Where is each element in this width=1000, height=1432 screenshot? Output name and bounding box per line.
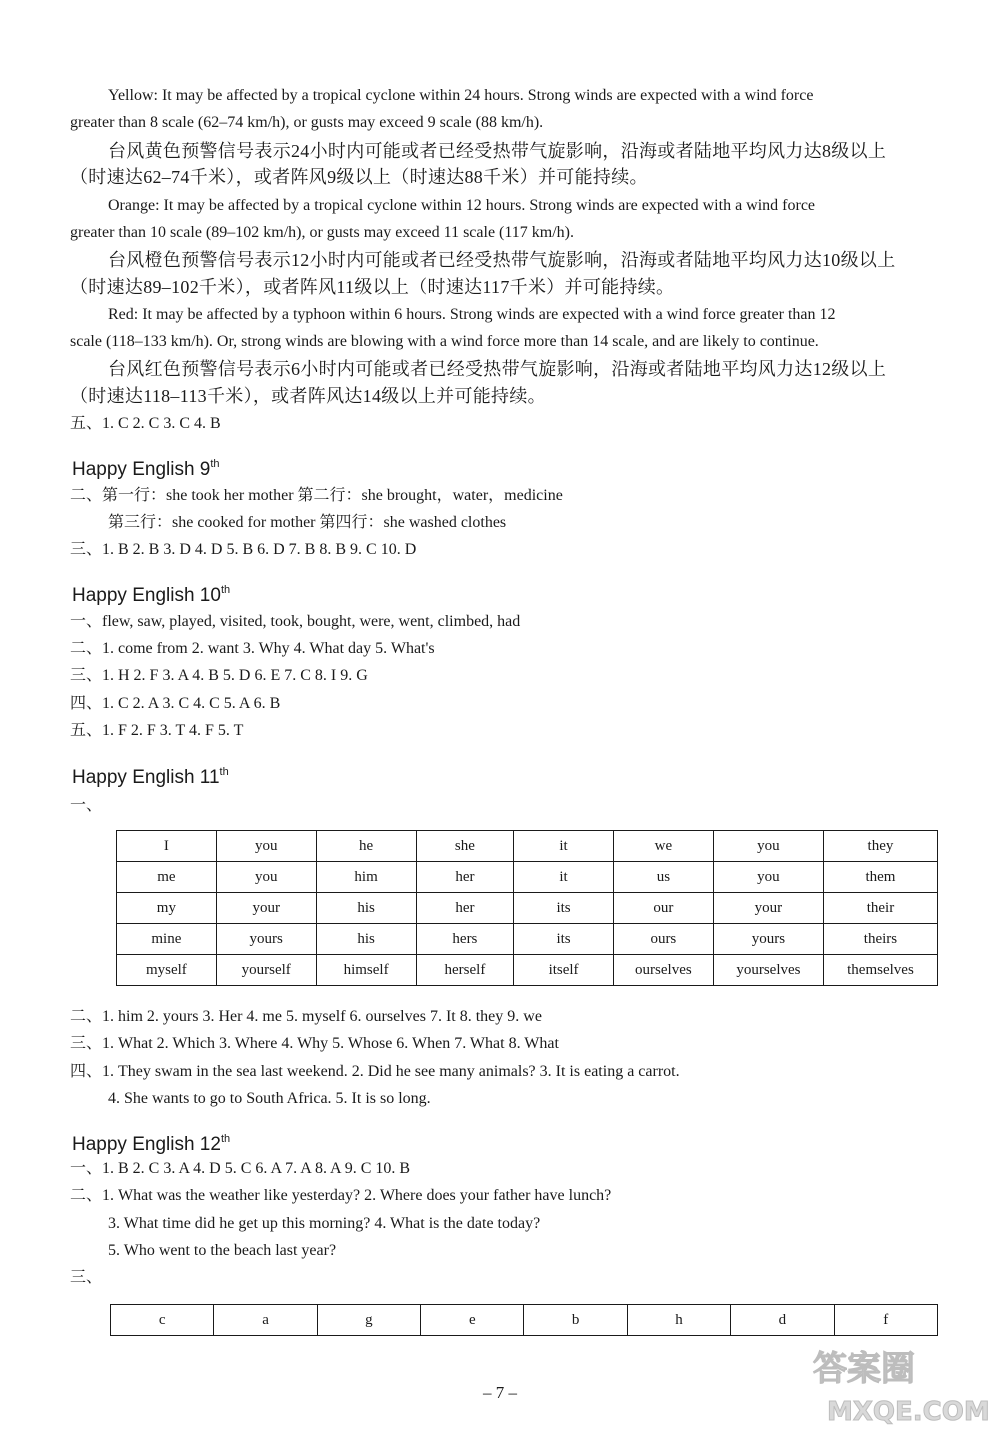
watermark-url-text: MXQE.COM — [827, 1397, 990, 1427]
table-cell: yours — [216, 924, 316, 955]
table-cell: itself — [514, 955, 614, 986]
he10-line-1: 一、flew, saw, played, visited, took, bought, were, went, climbed, had — [70, 613, 521, 630]
table-cell: your — [713, 893, 823, 924]
he12-part-3-label: 三、 — [70, 1269, 103, 1286]
he10-line-2: 二、1. come from 2. want 3. Why 4. What day 5. What's — [70, 640, 435, 657]
he12-line-3: 3. What time did he get up this morning? 4. What is the date today? — [108, 1215, 541, 1232]
order-table — [110, 1304, 938, 1336]
yellow-zh-line-2: （时速达62–74千米），或者阵风9级以上（时速达88千米）并可能持续。 — [70, 167, 648, 187]
he12-line-1: 一、1. B 2. C 3. A 4. D 5. C 6. A 7. A 8. A 9. C 10. B — [70, 1160, 411, 1177]
table-cell: mine — [117, 924, 217, 955]
table-cell: my — [117, 893, 217, 924]
red-zh-line-1: 台风红色预警信号表示6小时内可能或者已经受热带气旋影响，沿海或者陆地平均风力达12级以上 — [108, 359, 887, 379]
table-cell: myself — [117, 955, 217, 986]
table-cell: himself — [316, 955, 416, 986]
table-cell: hers — [416, 924, 514, 955]
he10-line-4: 四、1. C 2. A 3. C 4. C 5. A 6. B — [70, 695, 281, 712]
table-cell: its — [514, 893, 614, 924]
table-cell: a — [214, 1305, 317, 1336]
yellow-en-line-1: Yellow: It may be affected by a tropical cyclone within 24 hours. Strong winds are expected with a wind force — [108, 87, 814, 104]
table-cell: his — [316, 924, 416, 955]
table-cell: our — [613, 893, 713, 924]
watermark-logo — [805, 1340, 995, 1428]
he11-line-5: 4. She wants to go to South Africa. 5. It is so long. — [108, 1090, 431, 1107]
table-cell: ours — [613, 924, 713, 955]
he11-line-3: 三、1. What 2. Which 3. Where 4. Why 5. Whose 6. When 7. What 8. What — [70, 1035, 559, 1052]
he11-line-2: 二、1. him 2. yours 3. Her 4. me 5. myself 6. ourselves 7. It 8. they 9. we — [70, 1008, 542, 1025]
he10-line-5: 五、1. F 2. F 3. T 4. F 5. T — [70, 722, 244, 739]
table-cell: I — [117, 831, 217, 862]
table-cell: ourselves — [613, 955, 713, 986]
yellow-zh-line-1: 台风黄色预警信号表示24小时内可能或者已经受热带气旋影响，沿海或者陆地平均风力达8级以上 — [108, 141, 887, 161]
heading-happy-english-9: Happy English 9th — [72, 458, 220, 480]
heading-happy-english-10: Happy English 10th — [72, 584, 231, 606]
table-cell: d — [731, 1305, 834, 1336]
orange-zh-line-2: （时速达89–102千米），或者阵风11级以上（时速达117千米）并可能持续。 — [70, 277, 675, 297]
table-cell: you — [713, 862, 823, 893]
pronoun-table — [116, 830, 938, 986]
he9-line-2: 第三行：she cooked for mother 第四行：she washed clothes — [108, 514, 507, 531]
table-row — [117, 893, 938, 924]
he12-line-4: 5. Who went to the beach last year? — [108, 1242, 337, 1259]
yellow-en-line-2: greater than 8 scale (62–74 km/h), or gusts may exceed 9 scale (88 km/h). — [70, 114, 544, 131]
table-cell: your — [216, 893, 316, 924]
table-cell: him — [316, 862, 416, 893]
table-cell: e — [421, 1305, 524, 1336]
table-row — [117, 862, 938, 893]
table-row — [117, 924, 938, 955]
red-en-line-1: Red: It may be affected by a typhoon within 6 hours. Strong winds are expected with a wind force greater than 12 — [108, 306, 836, 323]
orange-en-line-1: Orange: It may be affected by a tropical cyclone within 12 hours. Strong winds are expected with a wind force — [108, 197, 816, 214]
page-number: – 7 – — [483, 1383, 517, 1402]
table-cell: us — [613, 862, 713, 893]
table-cell: she — [416, 831, 514, 862]
table-cell: me — [117, 862, 217, 893]
table-cell: f — [834, 1305, 937, 1336]
table-row — [117, 955, 938, 986]
orange-zh-line-1: 台风橙色预警信号表示12小时内可能或者已经受热带气旋影响，沿海或者陆地平均风力达10级以上 — [108, 250, 896, 270]
red-zh-line-2: （时速达118–113千米），或者阵风达14级以上并可能持续。 — [70, 386, 546, 406]
table-cell: they — [823, 831, 937, 862]
table-cell: you — [713, 831, 823, 862]
he11-part-1-label: 一、 — [70, 797, 103, 814]
table-cell: themselves — [823, 955, 937, 986]
table-cell: c — [111, 1305, 214, 1336]
he10-line-3: 三、1. H 2. F 3. A 4. B 5. D 6. E 7. C 8. I 9. G — [70, 667, 368, 684]
heading-happy-english-12: Happy English 12th — [72, 1133, 231, 1155]
section-5-answers: 五、1. C 2. C 3. C 4. B — [70, 415, 221, 432]
table-cell: herself — [416, 955, 514, 986]
table-cell: it — [514, 862, 614, 893]
pronoun-table-body — [117, 831, 938, 986]
table-cell: he — [316, 831, 416, 862]
table-cell: yours — [713, 924, 823, 955]
orange-en-line-2: greater than 10 scale (89–102 km/h), or gusts may exceed 11 scale (117 km/h). — [70, 224, 574, 241]
watermark-cn-text: 答案圈 — [813, 1349, 915, 1389]
table-cell: it — [514, 831, 614, 862]
table-cell: you — [216, 831, 316, 862]
he12-line-2: 二、1. What was the weather like yesterday? 2. Where does your father have lunch? — [70, 1187, 612, 1204]
table-cell: we — [613, 831, 713, 862]
red-en-line-2: scale (118–133 km/h). Or, strong winds are blowing with a wind force more than 14 scale, and are likely to continue. — [70, 333, 819, 350]
table-cell: h — [627, 1305, 730, 1336]
table-cell: g — [317, 1305, 420, 1336]
table-cell: their — [823, 893, 937, 924]
he9-line-1: 二、第一行：she took her mother 第二行：she brought，water，medicine — [70, 487, 563, 504]
order-table-row — [111, 1305, 938, 1336]
table-cell: its — [514, 924, 614, 955]
table-cell: you — [216, 862, 316, 893]
heading-happy-english-11: Happy English 11th — [72, 766, 229, 788]
table-cell: them — [823, 862, 937, 893]
table-cell: yourselves — [713, 955, 823, 986]
table-cell: b — [524, 1305, 627, 1336]
he9-line-3: 三、1. B 2. B 3. D 4. D 5. B 6. D 7. B 8. B 9. C 10. D — [70, 541, 417, 558]
table-row — [117, 831, 938, 862]
table-cell: her — [416, 893, 514, 924]
table-cell: yourself — [216, 955, 316, 986]
he11-line-4: 四、1. They swam in the sea last weekend. 2. Did he see many animals? 3. It is eating a carrot. — [70, 1063, 680, 1080]
table-cell: her — [416, 862, 514, 893]
table-cell: his — [316, 893, 416, 924]
table-cell: theirs — [823, 924, 937, 955]
